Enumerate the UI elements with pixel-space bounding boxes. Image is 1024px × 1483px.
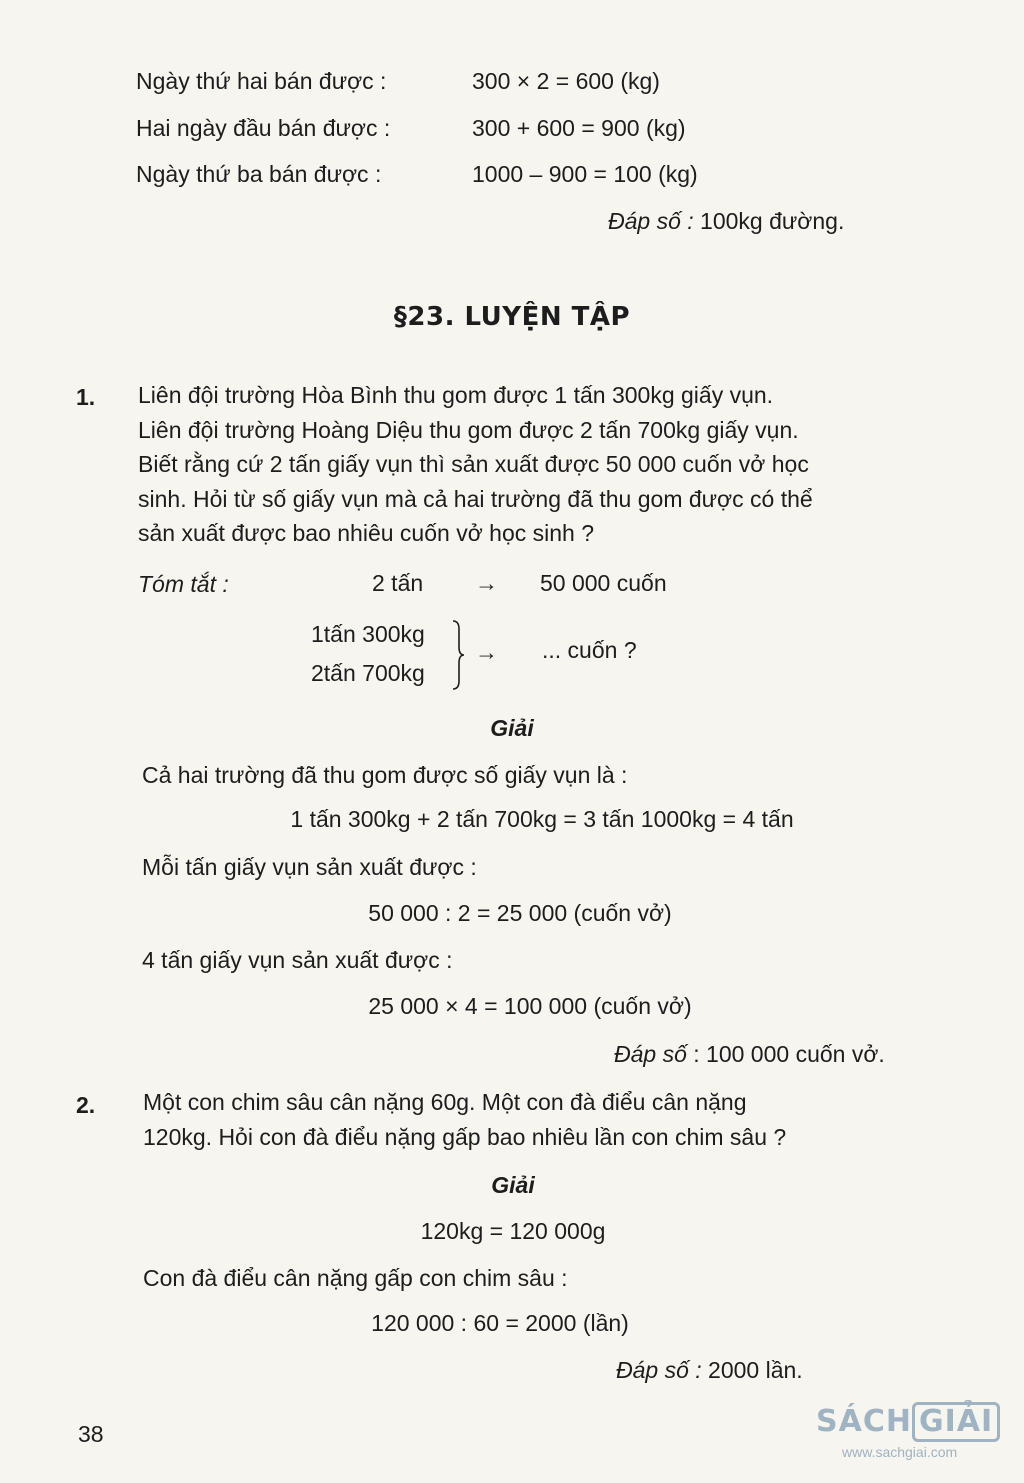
summary-row2-arrow: → bbox=[475, 639, 498, 665]
watermark-logo-right: GIẢI bbox=[912, 1402, 1000, 1442]
summary-row1-right: 50 000 cuốn bbox=[540, 570, 667, 596]
top-row-1-label: Ngày thứ hai bán được : bbox=[136, 68, 387, 94]
problem2-step-2: Con đà điểu cân nặng gấp con chim sâu : bbox=[143, 1265, 568, 1291]
page-number: 38 bbox=[78, 1421, 104, 1447]
summary-brace bbox=[450, 619, 466, 691]
top-row-1-calc: 300 × 2 = 600 (kg) bbox=[472, 68, 660, 94]
problem1-line-3: Biết rằng cứ 2 tấn giấy vụn thì sản xuất được 50 000 cuốn vở học bbox=[138, 451, 809, 477]
problem1-answer bbox=[614, 1039, 885, 1069]
top-answer-label: Đáp số : bbox=[608, 208, 694, 234]
problem1-answer-value: : 100 000 cuốn vở. bbox=[693, 1041, 885, 1067]
problem2-line-2: 120kg. Hỏi con đà điểu nặng gấp bao nhiêu lần con chim sâu ? bbox=[143, 1123, 787, 1150]
problem2-answer-value: 2000 lần. bbox=[708, 1357, 803, 1383]
top-row-2-calc: 300 + 600 = 900 (kg) bbox=[472, 115, 686, 141]
problem1-line-4: sinh. Hỏi từ số giấy vụn mà cả hai trường đã thu gom được có thể bbox=[138, 485, 813, 512]
problem1-step-2: 1 tấn 300kg + 2 tấn 700kg = 3 tấn 1000kg = 4 tấn bbox=[290, 806, 794, 832]
problem1-line-1: Liên đội trường Hòa Bình thu gom được 1 tấn 300kg giấy vụn. bbox=[138, 382, 774, 408]
problem2-text bbox=[143, 1085, 947, 1154]
problem1-text bbox=[138, 378, 946, 551]
top-answer bbox=[608, 206, 844, 236]
problem2-step-1: 120kg = 120 000g bbox=[420, 1218, 606, 1244]
watermark-url: www.sachgiai.com bbox=[842, 1444, 958, 1460]
problem1-solution-title: Giải bbox=[490, 715, 534, 741]
problem2-number: 2. bbox=[76, 1092, 96, 1118]
summary-label: Tóm tắt : bbox=[138, 571, 229, 597]
problem1-line-2: Liên đội trường Hoàng Diệu thu gom được 2 tấn 700kg giấy vụn. bbox=[138, 416, 799, 443]
problem1-step-3: Mỗi tấn giấy vụn sản xuất được : bbox=[142, 854, 477, 880]
summary-row2-b: 2tấn 700kg bbox=[311, 660, 425, 686]
top-row-3-calc: 1000 – 900 = 100 (kg) bbox=[472, 161, 698, 187]
summary-row2-right: ... cuốn ? bbox=[542, 637, 637, 663]
problem2-solution-title: Giải bbox=[491, 1172, 535, 1198]
problem2-line-1: Một con chim sâu cân nặng 60g. Một con đà điểu cân nặng bbox=[143, 1089, 747, 1115]
problem1-step-5: 4 tấn giấy vụn sản xuất được : bbox=[142, 947, 453, 973]
watermark-logo-left: SÁCH bbox=[816, 1404, 912, 1439]
top-answer-value: 100kg đường. bbox=[700, 208, 845, 234]
problem1-step-1: Cả hai trường đã thu gom được số giấy vụn là : bbox=[142, 762, 628, 788]
watermark-logo bbox=[816, 1402, 1020, 1442]
summary-row2-a: 1tấn 300kg bbox=[311, 621, 425, 647]
problem1-step-6: 25 000 × 4 = 100 000 (cuốn vở) bbox=[368, 993, 692, 1019]
problem1-answer-label: Đáp số bbox=[614, 1041, 687, 1067]
problem2-answer-label: Đáp số : bbox=[616, 1357, 702, 1383]
summary-row1-arrow: → bbox=[475, 570, 498, 596]
summary-row1-left: 2 tấn bbox=[372, 570, 424, 596]
problem1-number: 1. bbox=[76, 384, 96, 410]
problem2-step-3: 120 000 : 60 = 2000 (lần) bbox=[371, 1310, 629, 1336]
problem2-answer bbox=[616, 1355, 803, 1385]
problem1-step-4: 50 000 : 2 = 25 000 (cuốn vở) bbox=[368, 900, 672, 926]
top-row-2-label: Hai ngày đầu bán được : bbox=[136, 115, 391, 141]
problem1-line-5: sản xuất được bao nhiêu cuốn vở học sinh ? bbox=[138, 520, 595, 546]
top-row-3-label: Ngày thứ ba bán được : bbox=[136, 161, 382, 187]
watermark bbox=[816, 1402, 1020, 1460]
section-title: §23. LUYỆN TẬP bbox=[393, 302, 631, 332]
